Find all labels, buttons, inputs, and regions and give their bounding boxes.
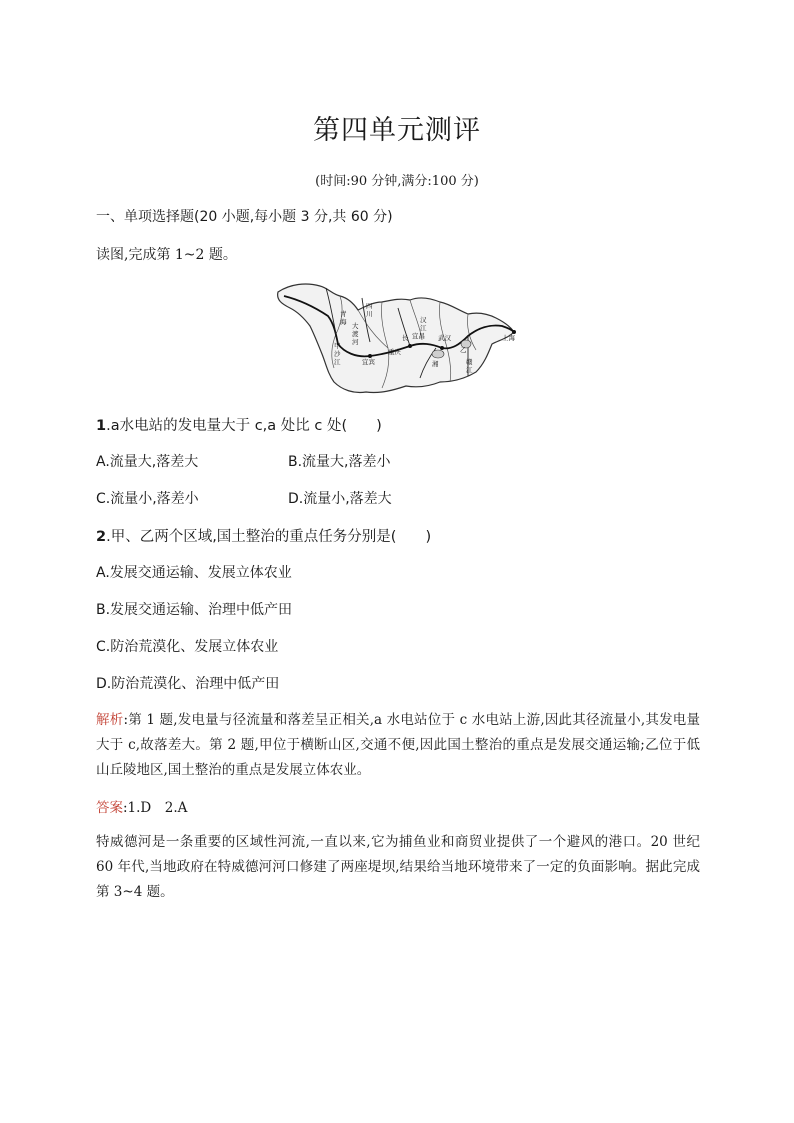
map-label: 江	[466, 366, 473, 374]
reading-instruction: 读图,完成第 1~2 题。	[96, 247, 237, 263]
map-label: 武汉	[438, 334, 451, 342]
passage-paragraph: 特威德河是一条重要的区域性河流,一直以来,它为捕鱼业和商贸业提供了一个避风的港口。20 世纪 60 年代,当地政府在特威德河河口修建了两座堤坝,结果给当地环境带来了一定的负面影响。据此完成第 3~4 题。	[96, 834, 700, 900]
question-number: 2	[96, 529, 107, 545]
question-text: .a水电站的发电量大于 c,a 处比 c 处( )	[106, 418, 382, 434]
analysis-text: :第 1 题,发电量与径流量和落差呈正相关,a 水电站位于 c 水电站上游,因此其径流量小,其发电量大于 c,故落差大。第 2 题,甲位于横断山区,交通不便,因此国土整治的重点是发展交通运输;乙位于低山丘陵地区,国土整治的重点是发展立体农业。	[96, 712, 700, 778]
map-label: 川	[366, 310, 373, 318]
q1-option-c: C.流量小,落差小	[96, 491, 199, 507]
basin-outline	[278, 284, 514, 393]
question-text: .甲、乙两个区域,国土整治的重点任务分别是( )	[106, 529, 432, 545]
map-label: 长	[402, 334, 409, 342]
map-label: 宜昌	[412, 332, 425, 340]
map-label: 海	[340, 318, 347, 326]
map-label: 大	[352, 322, 359, 330]
map-label: 四	[366, 302, 373, 310]
section-heading: 一、单项选择题(20 小题,每小题 3 分,共 60 分)	[96, 209, 393, 225]
q1-option-b: B.流量大,落差小	[288, 454, 391, 470]
question-2	[96, 525, 431, 546]
analysis-paragraph	[96, 708, 700, 783]
map-figure	[270, 278, 520, 400]
answer-line	[96, 796, 700, 821]
map-label: 江	[334, 358, 341, 366]
answer-text: :1.D 2.A	[123, 800, 188, 816]
lake-dongting	[432, 350, 444, 358]
q2-option-b: B.发展交通运输、治理中低产田	[96, 602, 293, 618]
yangtze-basin-map	[270, 278, 520, 400]
map-label: 甲	[334, 342, 341, 350]
map-label: 沙	[334, 350, 341, 358]
q2-option-a: A.发展交通运输、发展立体农业	[96, 565, 292, 581]
q1-option-a: A.流量大,落差大	[96, 454, 199, 470]
page-title: 第四单元测评	[313, 115, 481, 146]
map-label: 湘	[432, 360, 439, 368]
map-label: 赣	[466, 358, 473, 366]
map-label: 乙	[460, 346, 467, 354]
map-label: 宜宾	[362, 358, 375, 366]
map-label: 河	[352, 338, 359, 346]
q1-option-d: D.流量小,落差大	[288, 491, 392, 507]
analysis-label: 解析	[96, 712, 124, 728]
map-label: 青	[340, 310, 347, 318]
q2-option-c: C.防治荒漠化、发展立体农业	[96, 639, 279, 655]
question-1	[96, 414, 382, 435]
map-label: 渡	[352, 330, 359, 338]
map-label: 汉	[420, 316, 427, 324]
q2-option-d: D.防治荒漠化、治理中低产田	[96, 676, 280, 692]
exam-time-score: (时间:90 分钟,满分:100 分)	[315, 174, 479, 189]
question-number: 1	[96, 418, 107, 434]
map-label: 上海	[502, 334, 515, 342]
answer-label: 答案	[96, 800, 123, 816]
map-label: 江	[420, 324, 427, 332]
map-label: 重庆	[388, 348, 401, 356]
